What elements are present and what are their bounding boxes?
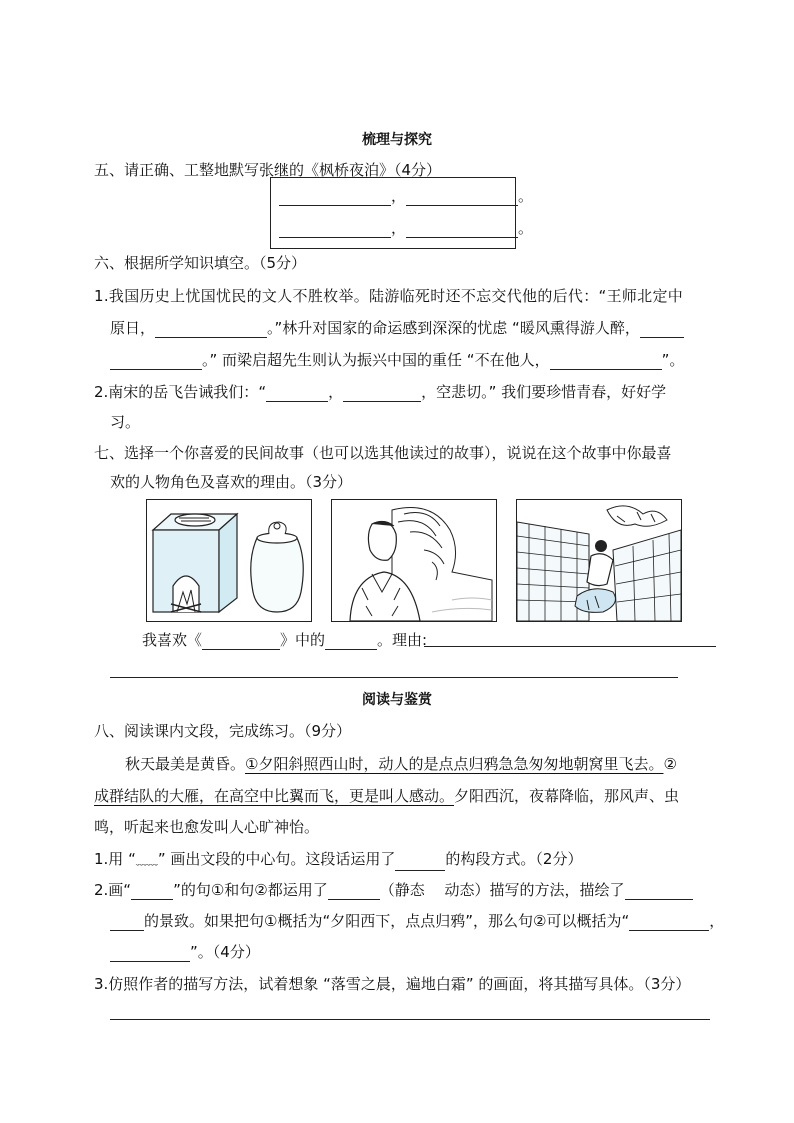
q6-blank-1[interactable]	[155, 321, 267, 338]
q7-character-blank[interactable]	[325, 633, 377, 650]
section-title-review: 梳理与探究	[362, 132, 432, 148]
q6-blank-2[interactable]	[640, 321, 684, 338]
underline-symbol	[131, 883, 173, 900]
kiln-and-jar-illustration	[146, 499, 312, 622]
q7-reason-blank-2[interactable]	[110, 677, 678, 678]
q7-prompt-line2: 欢的人物角色及喜欢的理由。（3分）	[110, 473, 353, 491]
q8-method-blank[interactable]	[328, 883, 380, 900]
poem-blank-4[interactable]	[406, 221, 518, 238]
section-title-reading: 阅读与鉴赏	[362, 692, 432, 708]
q7-reason-blank-1[interactable]	[424, 646, 716, 647]
q8-sub2-line2: 的景致。如果把句①概括为“夕阳西下，点点归鸦”，那么句②可以概括为“ ，	[110, 911, 724, 931]
q6-blank-4[interactable]	[550, 353, 662, 370]
passage-line-1: 秋天最美是黄昏。①夕阳斜照西山时，动人的是点点归鸦急急匆匆地朝窝里飞去。②	[125, 755, 677, 773]
q6-item1-line2: 原日， 。”林升对国家的命运感到深深的忧虑 “暖风熏得游人醉，	[110, 318, 684, 338]
passage-line-2: 成群结队的大雁，在高空中比翼而飞，更是叫人感动。夕阳西沉，夜幕降临，那风声、虫	[94, 787, 680, 805]
poem-line-1: ， 。	[279, 186, 533, 206]
q6-blank-6[interactable]	[343, 385, 421, 402]
q8-sub3: 3.仿照作者的描写方法，试着想象 “落雪之晨，遍地白霜” 的画面，将其描写具体。（3分）	[94, 975, 691, 993]
man-and-lion-illustration	[331, 499, 497, 622]
q8-scene-blank-2[interactable]	[110, 914, 144, 931]
q8-summary-blank-2[interactable]	[110, 945, 190, 962]
sentence-1: ①夕阳斜照西山时，动人的是点点归鸦急急匆匆地朝窝里飞去。	[245, 755, 664, 773]
q6-item2-line2: 习。	[110, 413, 141, 431]
poem-blank-2[interactable]	[406, 189, 518, 206]
sentence-2: 成群结队的大雁，在高空中比翼而飞，更是叫人感动。	[94, 787, 455, 805]
q8-prompt: 八、阅读课内文段，完成练习。（9分）	[94, 722, 352, 740]
poem-blank-1[interactable]	[279, 189, 391, 206]
passage-line-3: 鸣，听起来也愈发叫人心旷神怡。	[94, 818, 320, 836]
q6-item1-line3: 。” 而梁启超先生则认为振兴中国的重任 “不在他人， ”。	[110, 350, 684, 370]
q8-sub1: 1.用 “﹏﹏” 画出文段的中心句。这段话运用了 的构段方式。（2分）	[94, 849, 582, 871]
q8-writing-blank[interactable]	[110, 1019, 710, 1020]
poem-blank-3[interactable]	[279, 221, 391, 238]
q6-blank-3[interactable]	[110, 353, 202, 370]
q8-summary-blank-1[interactable]	[629, 914, 709, 931]
q6-prompt: 六、根据所学知识填空。（5分）	[94, 254, 307, 272]
great-wall-weeping-illustration	[516, 499, 682, 622]
q6-item1-line1: 1.我国历史上忧国忧民的文人不胜枚举。陆游临死时还不忘交代他的后代：“王师北定中	[94, 287, 684, 305]
q8-sub2-line3: ”。（4分）	[110, 942, 260, 962]
q6-blank-5[interactable]	[266, 385, 328, 402]
q7-answer-line: 我喜欢《 》中的 。理由:	[142, 631, 428, 649]
q7-prompt-line1: 七、选择一个你喜爱的民间故事（也可以选其他读过的故事），说说在这个故事中你最喜	[94, 444, 672, 462]
wavy-line-symbol: ﹏﹏	[135, 854, 158, 867]
q8-scene-blank-1[interactable]	[625, 883, 693, 900]
q8-sub2-line1: 2.画“ ”的句①和句②都运用了 （静态 动态）描写的方法，描绘了	[94, 880, 693, 900]
q5-prompt: 五、请正确、工整地默写张继的《枫桥夜泊》（4分）	[94, 161, 442, 179]
q6-item2-line1: 2.南宋的岳飞告诫我们：“ ， ，空悲切。” 我们要珍惜青春，好好学	[94, 383, 667, 401]
poem-answer-box	[270, 177, 534, 249]
q8-structure-blank[interactable]	[395, 854, 445, 871]
poem-line-2: ， 。	[279, 218, 533, 238]
q7-story-blank[interactable]	[202, 633, 280, 650]
